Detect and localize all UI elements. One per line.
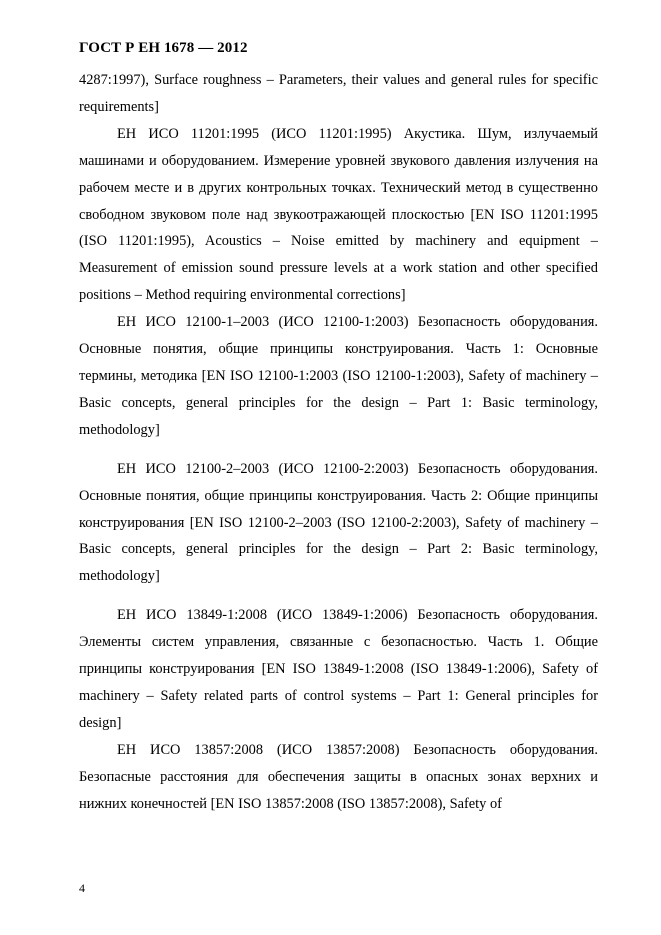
reference-en-iso-12100-1: ЕН ИСО 12100-1–2003 (ИСО 12100-1:2003) Безопасность оборудования. Основные понятия, общие принципы конструирования. Часть 1: Основные термины, методика [EN ISO 12100-1:2003 (ISO 12100-1:2003), Safety of machinery – Basic concepts, general principles for the design – Part 1: Basic terminology, methodology]: [79, 314, 598, 438]
reference-en-iso-12100-2: ЕН ИСО 12100-2–2003 (ИСО 12100-2:2003) Безопасность оборудования. Основные понятия, общие принципы конструирования. Часть 2: Общие принципы конструирования [EN ISO 12100-2–2003 (ISO 12100-2:2003), Safety of machinery – Basic concepts, general principles for the design – Part 2: Basic terminology, methodology]: [79, 460, 598, 585]
page-number: 4: [79, 881, 85, 895]
reference-en-iso-13857: ЕН ИСО 13857:2008 (ИСО 13857:2008) Безопасность оборудования. Безопасные расстояния для обеспечения защиты в опасных зонах верхних и нижних конечностей [EN ISO 13857:2008 (ISO 13857:2008), Safety of: [79, 741, 598, 812]
reference-en-iso-11201: ЕН ИСО 11201:1995 (ИСО 11201:1995) Акустика. Шум, излучаемый машинами и оборудованием. Измерение уровней звукового давления излучения на рабочем месте и в других контрольных точках. Технический метод в существенно свободном звуковом поле над звукоотражающей плоскостью [EN ISO 11201:1995 (ISO 11201:1995), Acoustics – Noise emitted by machinery and equipment – Measurement of emission sound pressure levels at a work station and other specified positions – Method requiring environmental corrections]: [79, 125, 598, 304]
reference-en-iso-13849-1: ЕН ИСО 13849-1:2008 (ИСО 13849-1:2006) Безопасность оборудования. Элементы систем управления, связанные с безопасностью. Часть 1. Общие принципы конструирования [EN ISO 13849-1:2008 (ISO 13849-1:2006), Safety of machinery – Safety related parts of control systems – Part 1: General principles for design]: [79, 607, 598, 731]
document-body: [79, 67, 598, 817]
document-header: ГОСТ Р ЕН 1678 — 2012: [79, 40, 248, 56]
paragraph-continuation: 4287:1997), Surface roughness – Parameters, their values and general rules for specific requirements]: [79, 72, 598, 115]
